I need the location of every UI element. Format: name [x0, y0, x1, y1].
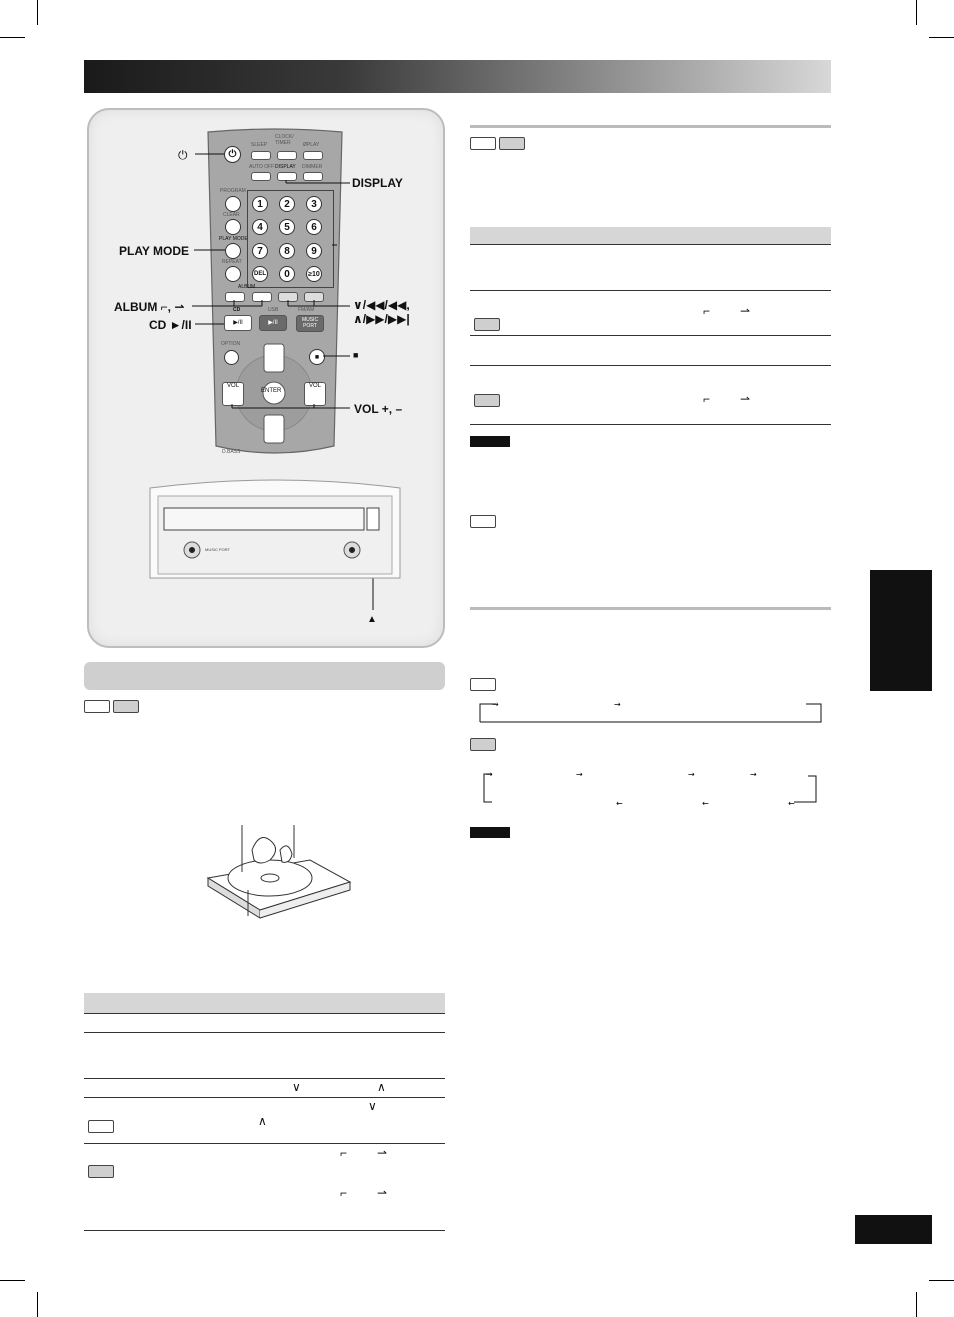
usb-label: USB: [268, 307, 279, 313]
display-cycle-diagram-2: [478, 768, 823, 810]
side-index-tab: [870, 570, 932, 691]
section-divider: [470, 125, 831, 128]
media-tag: [499, 137, 525, 150]
repeat-label: REPEAT: [222, 259, 242, 265]
number-button: 9: [306, 243, 322, 259]
crop-mark: [37, 1292, 38, 1317]
main-unit-front-panel-illustration: [146, 478, 404, 582]
option-label: OPTION: [221, 341, 241, 347]
disc-loading-illustration: [200, 820, 360, 920]
crop-mark: [916, 1292, 917, 1317]
table-divider: [470, 335, 831, 336]
number-button: ≥10: [306, 266, 322, 282]
svg-text:→: →: [750, 770, 757, 779]
media-tag: [470, 738, 496, 751]
media-tag: [84, 700, 110, 713]
svg-text:←: ←: [788, 799, 795, 808]
table-divider: [84, 1078, 445, 1079]
d-bass-label: D.BASS: [222, 449, 241, 455]
album-right-symbol: ⇀: [377, 1186, 388, 1200]
cd-play-pause-callout: CD ►/II: [149, 318, 192, 332]
display-callout: DISPLAY: [352, 176, 403, 190]
album-left-symbol: ⌐: [340, 1146, 348, 1160]
auto-off-label: AUTO OFF: [249, 164, 275, 170]
album-left-symbol: ⌐: [340, 1186, 348, 1200]
album-right-symbol: ⇀: [740, 304, 751, 318]
album-right-symbol: ⇀: [740, 392, 751, 406]
crop-mark: [0, 1280, 25, 1281]
crop-mark: [929, 1280, 954, 1281]
usb-play-pause-button: ▶/II: [259, 315, 287, 331]
table-divider: [84, 1013, 445, 1014]
svg-text:→: →: [576, 770, 583, 779]
media-tag: [470, 515, 496, 528]
svg-text:→: →: [614, 700, 621, 709]
down-symbol: ∨: [292, 1080, 301, 1094]
table-divider: [84, 1097, 445, 1098]
play-mode-callout: PLAY MODE: [119, 244, 190, 258]
clear-label: CLEAR: [223, 212, 240, 218]
display-cycle-diagram-1: [476, 696, 826, 726]
media-tag: [470, 137, 496, 150]
stop-callout: ■: [353, 350, 359, 360]
number-button: 0: [279, 266, 295, 282]
svg-text:←: ←: [616, 799, 623, 808]
table-divider: [470, 424, 831, 425]
table-divider: [470, 290, 831, 291]
table-divider: [470, 244, 831, 245]
enter-label: ENTER: [261, 388, 282, 394]
skip-keys-callout-1: ∨/◀◀/◀◀,: [353, 298, 410, 312]
down-symbol: ∨: [368, 1099, 377, 1113]
stop-button: ■: [309, 349, 325, 365]
media-tag: [474, 394, 500, 407]
number-button: 8: [279, 243, 295, 259]
table-header-row: [470, 227, 831, 244]
media-tag: [88, 1165, 114, 1178]
music-port-button: MUSIC PORT: [296, 315, 324, 332]
up-symbol: ∧: [377, 1080, 386, 1094]
fm-am-label: FM/AM: [298, 307, 315, 313]
album-button-label: ALBUM: [238, 284, 256, 290]
number-button: 5: [279, 219, 295, 235]
table-header-row: [84, 993, 445, 1013]
skip-keys-callout-2: ∧/▶▶/▶▶|: [353, 312, 410, 326]
media-tag: [88, 1120, 114, 1133]
media-tag: [474, 318, 500, 331]
album-left-symbol: ⌐: [703, 304, 711, 318]
svg-text:→: →: [486, 770, 493, 779]
cd-play-pause-button: ▶/II: [224, 315, 252, 331]
cd-button-label: CD: [233, 307, 241, 313]
svg-text:←: ←: [702, 799, 709, 808]
number-button: 1: [252, 196, 268, 212]
vol-plus-button: VOL: [304, 382, 326, 406]
section-heading-bar: [84, 662, 445, 690]
up-symbol: ∧: [258, 1114, 267, 1128]
svg-text:→: →: [688, 770, 695, 779]
album-callout: ALBUM ⌐, ⇀: [114, 300, 185, 314]
del-button: DEL: [252, 266, 268, 282]
svg-text:→: →: [492, 700, 499, 709]
vol-callout: VOL +, –: [354, 402, 403, 416]
note-label-box: [470, 436, 510, 447]
media-tag: [470, 678, 496, 691]
note-label-box: [470, 827, 510, 838]
media-tag: [113, 700, 139, 713]
sleep-label: SLEEP: [251, 142, 268, 148]
album-right-symbol: ⇀: [377, 1146, 388, 1160]
table-divider: [84, 1032, 445, 1033]
table-divider: [84, 1230, 445, 1231]
program-label: PROGRAM: [220, 188, 246, 194]
number-button: 6: [306, 219, 322, 235]
display-button-label: DISPLAY: [275, 164, 296, 170]
number-button: 4: [252, 219, 268, 235]
play-label: ØPLAY: [303, 142, 320, 148]
table-divider: [84, 1143, 445, 1144]
table-divider: [470, 365, 831, 366]
page-number-box: [855, 1215, 932, 1244]
number-button: 2: [279, 196, 295, 212]
number-button: 3: [306, 196, 322, 212]
dimmer-label: DIMMER: [302, 164, 323, 170]
clock-timer-label: CLOCK/ TIMER: [275, 134, 294, 146]
play-mode-button-label: PLAY MODE: [219, 236, 248, 242]
music-port-jack-label: MUSIC PORT: [205, 547, 231, 552]
section-divider: [470, 607, 831, 610]
vol-minus-button: VOL: [222, 382, 244, 406]
number-button: 7: [252, 243, 268, 259]
eject-callout: ▲: [367, 614, 377, 625]
album-left-symbol: ⌐: [703, 392, 711, 406]
power-callout: ⏻: [178, 148, 188, 162]
power-button: ⏻: [224, 146, 241, 163]
